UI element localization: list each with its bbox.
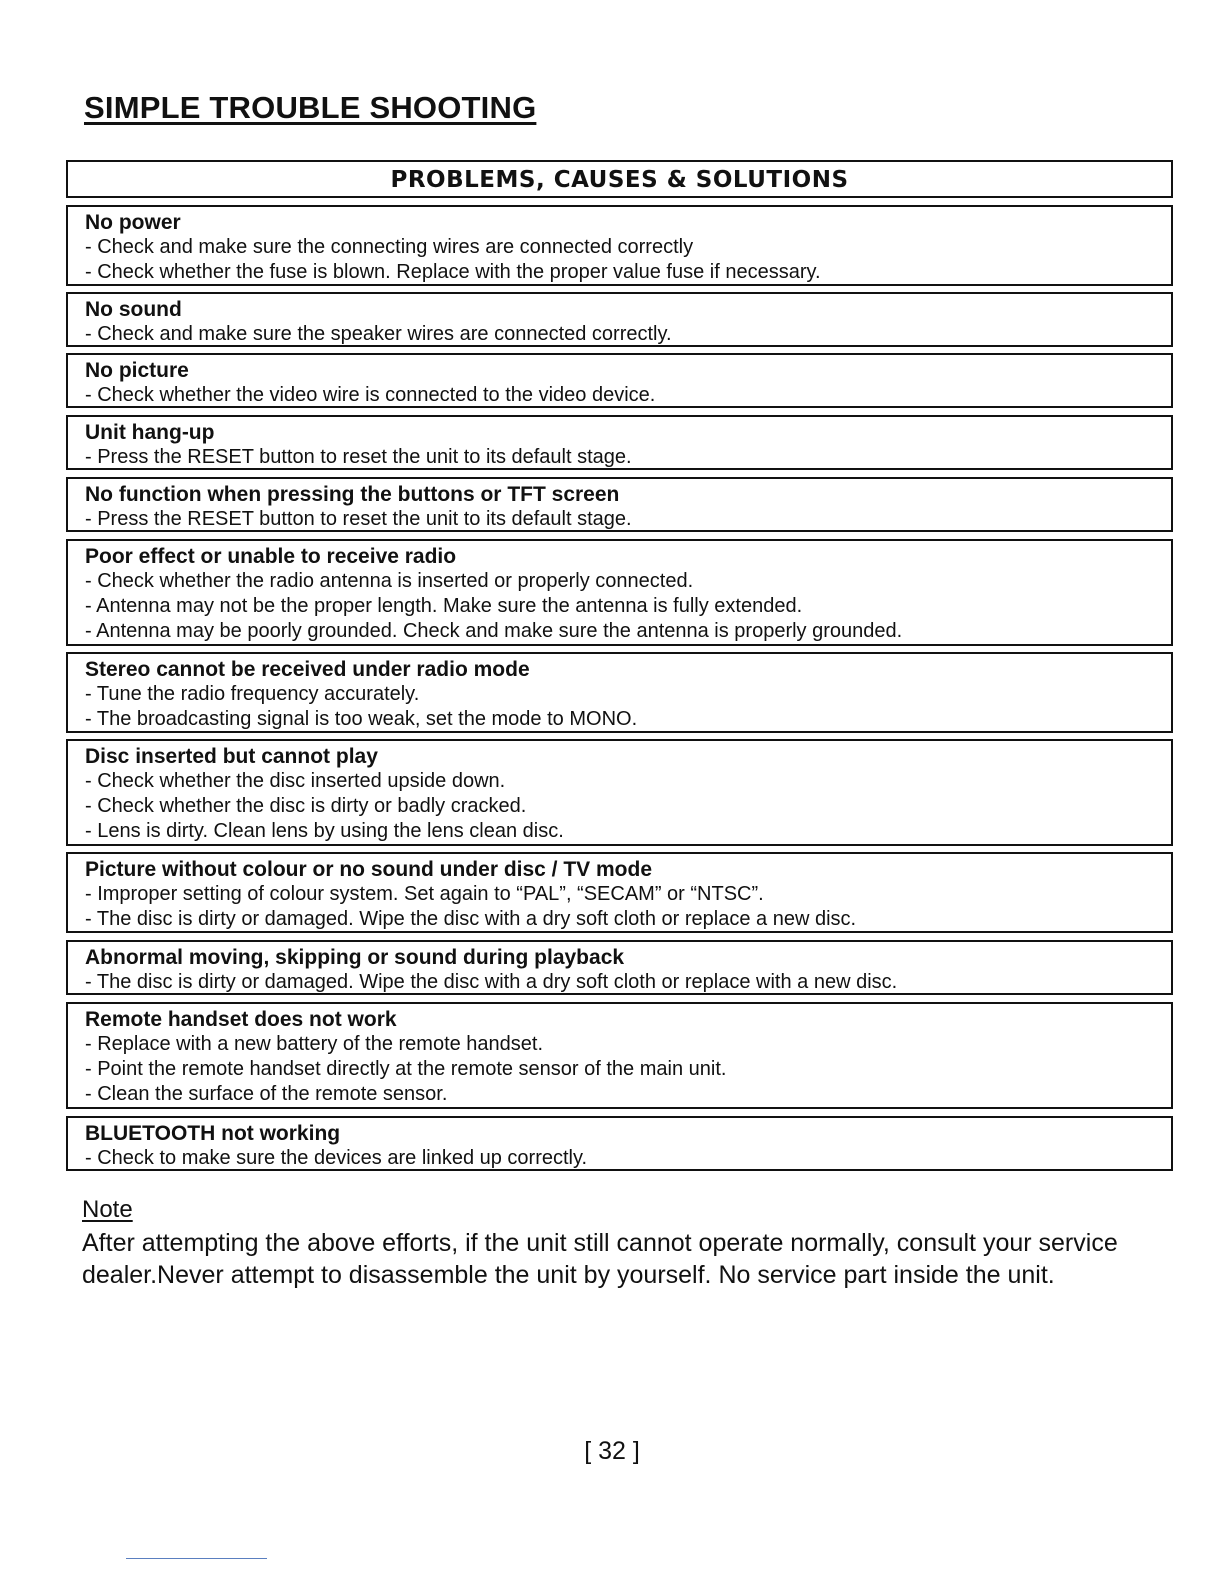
solution-line: - Check whether the disc inserted upside down. [85, 770, 506, 792]
problem-box-bluetooth [66, 1116, 1173, 1171]
problem-title: Picture without colour or no sound under disc / TV mode [85, 858, 653, 881]
table-header: PROBLEMS, CAUSES & SOLUTIONS [66, 160, 1173, 198]
problem-title: Unit hang-up [85, 421, 215, 444]
scan-edge-rule [126, 1558, 267, 1559]
problem-box-disc-cannot-play [66, 739, 1173, 846]
problem-title: Stereo cannot be received under radio mode [85, 658, 530, 681]
problem-box-remote-handset [66, 1002, 1173, 1109]
solution-line: - Check whether the disc is dirty or badly cracked. [85, 795, 527, 817]
solution-line: - Check and make sure the connecting wires are connected correctly [85, 236, 694, 258]
problem-box-no-sound [66, 292, 1173, 347]
page-title: SIMPLE TROUBLE SHOOTING [84, 90, 537, 125]
solution-line: - Press the RESET button to reset the unit to its default stage. [85, 508, 632, 530]
problem-box-abnormal-playback [66, 940, 1173, 995]
solution-line: - The broadcasting signal is too weak, set the mode to MONO. [85, 708, 638, 730]
problem-title: Disc inserted but cannot play [85, 745, 378, 768]
problem-title: Poor effect or unable to receive radio [85, 545, 457, 568]
problem-box-no-picture [66, 353, 1173, 408]
problem-title: Remote handset does not work [85, 1008, 397, 1031]
solution-line: - Point the remote handset directly at the remote sensor of the main unit. [85, 1058, 727, 1080]
solution-line: - Clean the surface of the remote sensor. [85, 1083, 448, 1105]
problem-title: BLUETOOTH not working [85, 1122, 341, 1145]
problem-title: No function when pressing the buttons or TFT screen [85, 483, 620, 506]
solution-line: - Check whether the radio antenna is inserted or properly connected. [85, 570, 694, 592]
note-label: Note [82, 1196, 133, 1223]
solution-line: - Tune the radio frequency accurately. [85, 683, 420, 705]
problem-box-stereo-radio [66, 652, 1173, 733]
solution-line: - Press the RESET button to reset the unit to its default stage. [85, 446, 632, 468]
problem-box-no-colour [66, 852, 1173, 933]
problem-title: No sound [85, 298, 182, 321]
note-text: After attempting the above efforts, if the unit still cannot operate normally, consult your service dealer.Never attempt to disassemble the unit by yourself. No service part inside the unit. [82, 1229, 1118, 1289]
solution-line: - Antenna may be poorly grounded. Check and make sure the antenna is properly grounded. [85, 620, 903, 642]
solution-line: - The disc is dirty or damaged. Wipe the disc with a dry soft cloth or replace with a new disc. [85, 971, 898, 993]
solution-line: - Lens is dirty. Clean lens by using the lens clean disc. [85, 820, 564, 842]
solution-line: - Check whether the fuse is blown. Replace with the proper value fuse if necessary. [85, 261, 821, 283]
solution-line: - Check whether the video wire is connected to the video device. [85, 384, 656, 406]
solution-line: - Improper setting of colour system. Set again to “PAL”, “SECAM” or “NTSC”. [85, 883, 764, 905]
problem-box-poor-radio [66, 539, 1173, 646]
solution-line: - Antenna may not be the proper length. Make sure the antenna is fully extended. [85, 595, 803, 617]
solution-line: - Check and make sure the speaker wires are connected correctly. [85, 323, 672, 345]
problem-box-unit-hang-up [66, 415, 1173, 470]
problem-title: No power [85, 211, 181, 234]
page-number: [ 32 ] [584, 1437, 640, 1465]
problem-title: Abnormal moving, skipping or sound during playback [85, 946, 625, 969]
solution-line: - Replace with a new battery of the remote handset. [85, 1033, 544, 1055]
solution-line: - Check to make sure the devices are linked up correctly. [85, 1147, 588, 1169]
problem-box-no-function [66, 477, 1173, 532]
solution-line: - The disc is dirty or damaged. Wipe the disc with a dry soft cloth or replace a new disc. [85, 908, 857, 930]
problem-box-no-power [66, 205, 1173, 286]
problem-title: No picture [85, 359, 189, 382]
